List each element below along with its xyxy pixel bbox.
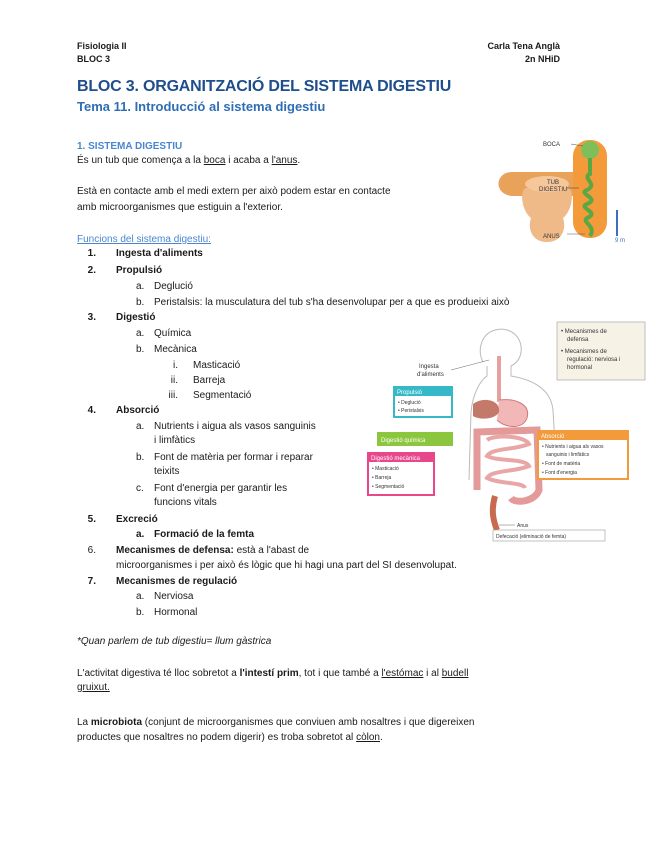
- label-regulacio-cont: regulació: nerviosa i: [567, 357, 621, 363]
- label-abs-energia: • Font d'energia: [542, 470, 577, 476]
- function-propulsio: Propulsió: [116, 265, 163, 276]
- list-marker: b.: [136, 297, 145, 308]
- mecanica-masticacio: Masticació: [193, 360, 241, 371]
- header-course: 2n NHiD: [524, 54, 560, 64]
- list-marker: i.: [173, 360, 178, 371]
- label-segmentacio: • Segmentació: [372, 484, 405, 490]
- list-marker: b.: [136, 452, 145, 463]
- page-subtitle: Tema 11. Introducció al sistema digestiu: [77, 99, 326, 114]
- contact-line1: Està en contacte amb el medi extern per això podem estar en contacte: [77, 186, 391, 197]
- label-absorcio: Absorció: [541, 434, 565, 440]
- label-anus: ANUS: [543, 234, 560, 240]
- absorcio-energia: Font d'energia per garantir les: [154, 483, 288, 494]
- absorcio-nutrients: Nutrients i aigua als vasos sanguinis: [154, 421, 316, 432]
- list-marker: iii.: [168, 390, 178, 401]
- note: *Quan parlem de tub digestiu= llum gàstrica: [77, 636, 272, 647]
- label-propulsio: Propulsió: [397, 390, 423, 396]
- label-defensa-cont: defensa: [567, 337, 589, 343]
- label-mecanica: Digestió mecànica: [371, 456, 421, 462]
- header-bloc: BLOC 3: [77, 54, 111, 64]
- contact-line2: amb microorganismes que estiguin a l'exterior.: [77, 202, 283, 213]
- function-defensa: Mecanismes de defensa: està a l'abast de: [116, 545, 310, 556]
- list-marker: a.: [136, 591, 145, 602]
- label-length: 9 m: [615, 238, 626, 244]
- propulsio-deglucio: Deglució: [154, 281, 193, 292]
- activity-text: L'activitat digestiva té lloc sobretot a l'intestí prim, tot i que també a l'estómac i al budell: [77, 668, 469, 679]
- list-marker: a.: [136, 529, 145, 540]
- function-defensa-cont: microorganismes i per això és lògic que hi hagi una part del SI desenvolupat.: [116, 560, 457, 571]
- label-anus: Anus: [517, 523, 529, 529]
- label-masticacio: • Masticació: [372, 466, 399, 472]
- label-tub: TUB: [547, 180, 559, 186]
- list-marker: a.: [136, 281, 145, 292]
- label-regulacio: • Mecanismes de: [561, 349, 607, 355]
- digestive-system-diagram: [365, 320, 650, 545]
- label-quimica: Digestió química: [381, 438, 426, 444]
- excrecio-femta: Formació de la femta: [154, 529, 255, 540]
- anus-term: l'anus: [271, 155, 298, 166]
- label-regulacio-cont2: hormonal: [567, 365, 593, 371]
- mouth-shape: [581, 141, 599, 159]
- list-marker: b.: [136, 607, 145, 618]
- list-marker: a.: [136, 421, 145, 432]
- regulacio-nerviosa: Nerviosa: [154, 591, 194, 602]
- microbiota-text: La microbiota (conjunt de microorganismes que conviuen amb nosaltres i que digereixen: [77, 717, 475, 728]
- list-marker: c.: [136, 483, 144, 494]
- rectum: [493, 496, 497, 530]
- activity-text-cont: gruixut.: [77, 682, 110, 693]
- label-digestiu: DIGESTIU: [539, 187, 568, 193]
- label-deglucio: • Deglució: [398, 400, 421, 406]
- function-excrecio: Excreció: [116, 514, 158, 525]
- absorcio-materia-cont: teixits: [154, 466, 180, 477]
- header-subject: Fisiologia II: [77, 41, 127, 51]
- intro-text: És un tub que comença a la boca i acaba a l'anus.: [77, 155, 301, 166]
- digestio-mecanica: Mecànica: [154, 344, 197, 355]
- label-ingesta: Ingesta: [419, 364, 439, 370]
- stomach: [497, 400, 528, 427]
- boca-term: boca: [203, 155, 226, 166]
- small-intestine: [487, 437, 529, 488]
- label-defensa: • Mecanismes de: [561, 329, 607, 335]
- mecanica-barreja: Barreja: [193, 375, 226, 386]
- label-abs-nutrients-cont: sanguinis i limfàtics: [546, 452, 590, 458]
- functions-link[interactable]: Funcions del sistema digestiu:: [77, 234, 211, 245]
- function-ingesta: Ingesta d'aliments: [116, 248, 203, 259]
- header-author: Carla Tena Anglà: [487, 41, 560, 51]
- mecanica-segmentacio: Segmentació: [193, 390, 252, 401]
- list-marker: b.: [136, 344, 145, 355]
- label-ingesta-cont: d'aliments: [417, 372, 444, 378]
- liver: [473, 400, 499, 419]
- page-title: BLOC 3. ORGANITZACIÓ DEL SISTEMA DIGESTIU: [77, 78, 452, 95]
- propulsio-peristalsis: Peristalsis: la musculatura del tub s'ha desenvolupar per a que es produeixi això: [154, 297, 510, 308]
- digestio-quimica: Química: [154, 328, 192, 339]
- section-heading: 1. SISTEMA DIGESTIU: [77, 141, 183, 152]
- absorcio-nutrients-cont: i limfàtics: [154, 435, 196, 446]
- label-barreja: • Barreja: [372, 475, 392, 481]
- function-digestio: Digestió: [116, 312, 156, 323]
- label-abs-nutrients: • Nutrients i aigua als vasos: [542, 444, 604, 450]
- label-peristalsis: • Peristalsis: [398, 408, 424, 414]
- digestive-tube-figure: [487, 132, 632, 244]
- list-marker: a.: [136, 328, 145, 339]
- label-abs-materia: • Font de matèria: [542, 461, 581, 467]
- regulacio-hormonal: Hormonal: [154, 607, 198, 618]
- function-regulacio: Mecanismes de regulació: [116, 576, 238, 587]
- list-marker: ii.: [170, 375, 178, 386]
- function-absorcio: Absorció: [116, 405, 160, 416]
- microbiota-text-cont: productes que nosaltres no podem digerir) es troba sobretot al còlon.: [77, 732, 383, 743]
- absorcio-materia: Font de matèria per formar i reparar: [154, 452, 313, 463]
- label-boca: BOCA: [543, 142, 561, 148]
- absorcio-energia-cont: funcions vitals: [154, 497, 217, 508]
- label-excrecio: Defecació (eliminació de femta): [496, 534, 567, 540]
